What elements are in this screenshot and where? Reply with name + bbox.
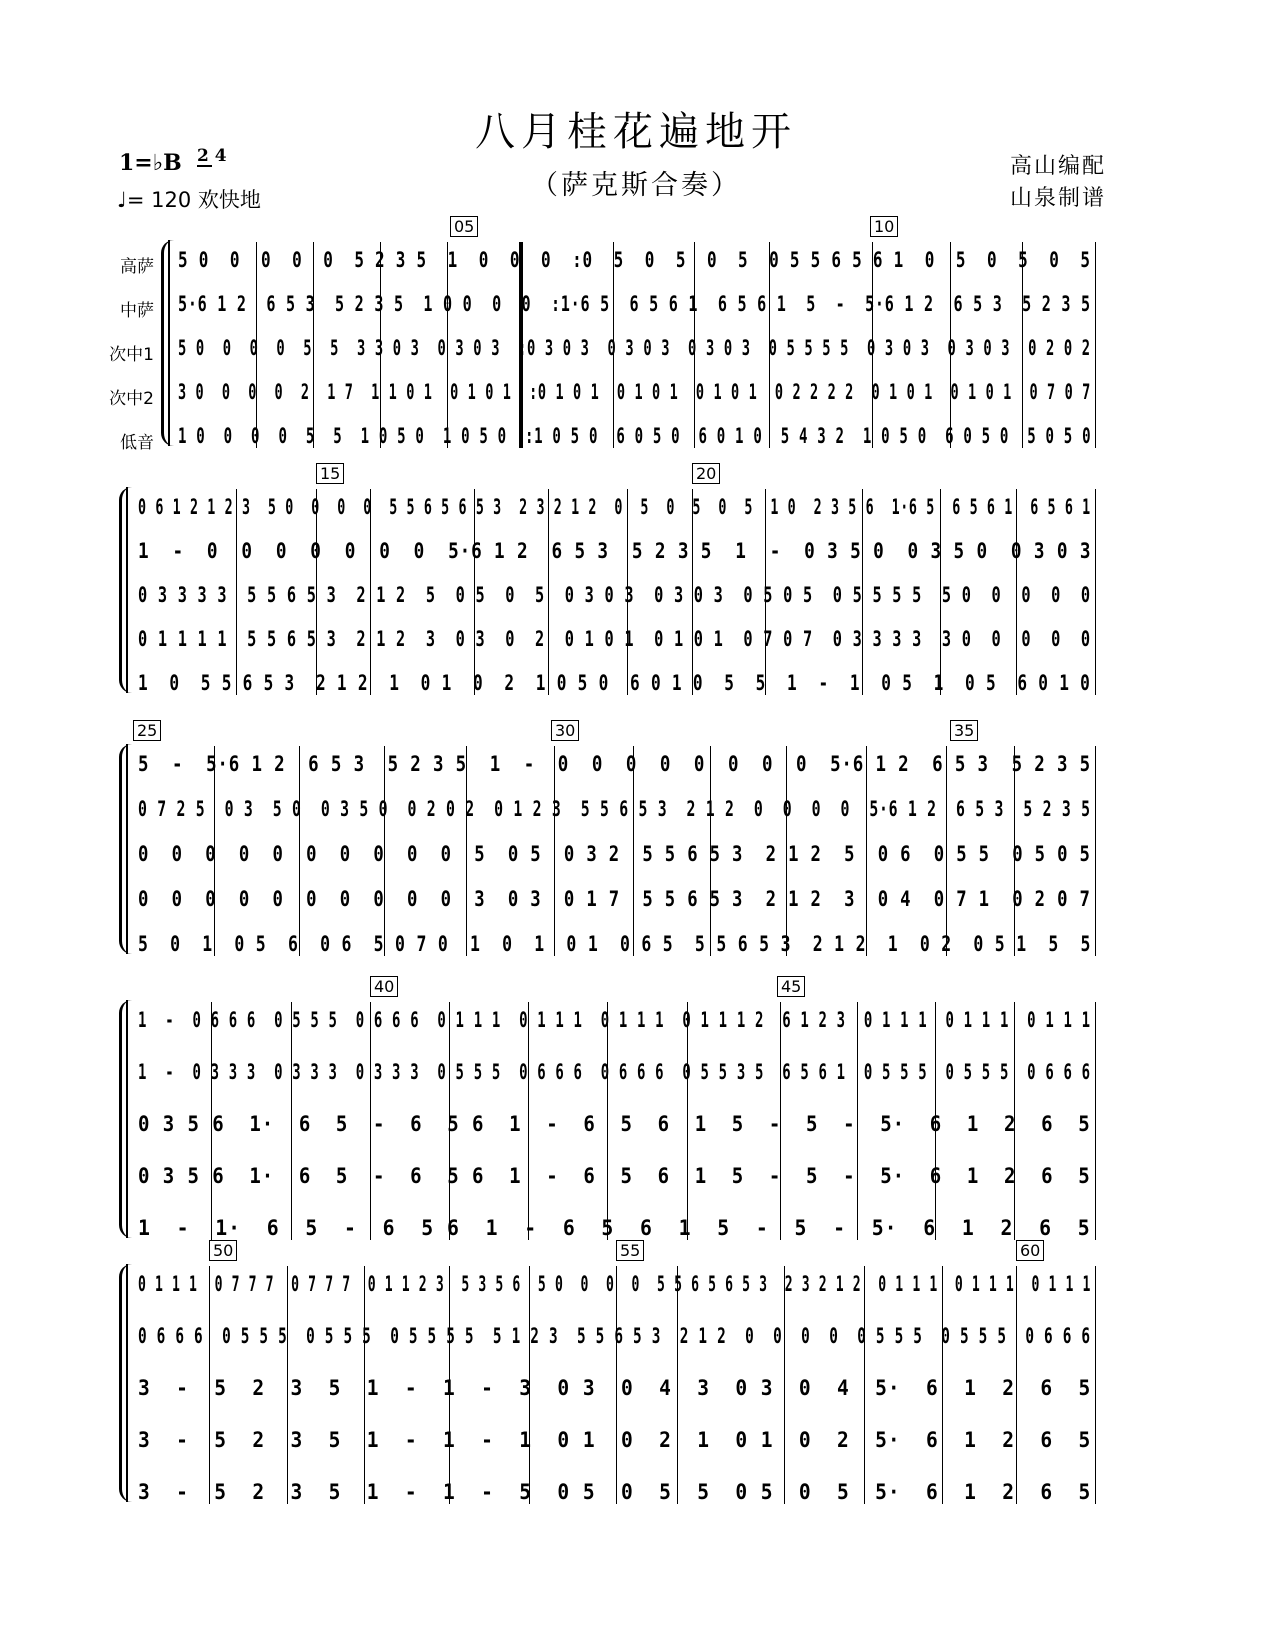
notation-row: 5 0 0 0 0 0 5 2 3 5 1 0 0 0 :0 5 0 5 0 5 0 5 5 6 5 6 1 0 5 0 5 0 5 xyxy=(178,248,1091,272)
time-denominator: 4 xyxy=(214,146,227,166)
measure-number: 35 xyxy=(950,720,978,741)
instrument-label: 高萨 xyxy=(120,257,154,277)
notation-row: 1 - 0 6 6 6 0 5 5 5 0 6 6 6 0 1 1 1 0 1 1 1 0 1 1 1 0 1 1 1 2 6 1 2 3 0 1 1 1 0 1 1 1 0 1 1 1 xyxy=(138,1008,1091,1032)
system-line xyxy=(126,1000,128,1238)
score-subtitle: （萨克斯合奏） xyxy=(531,170,741,201)
measure-number: 60 xyxy=(1016,1240,1044,1261)
notation-row: 0 3 3 3 3 5 5 6 5 3 2 1 2 5 0 5 0 5 0 3 0 3 0 3 0 3 0 5 0 5 0 5 5 5 5 5 0 0 0 0 0 xyxy=(138,583,1091,607)
instrument-label: 中萨 xyxy=(120,301,154,321)
measure-number: 50 xyxy=(209,1240,237,1261)
measure-number: 05 xyxy=(450,216,478,237)
credits xyxy=(1010,151,1106,215)
instrument-label: 次中1 xyxy=(109,345,154,365)
system-line xyxy=(126,744,128,954)
notation-row: 5 0 1 0 5 6 0 6 5 0 7 0 1 0 1 0 1 0 6 5 5 5 6 5 3 2 1 2 1 0 2 0 5 1 5 5 xyxy=(138,932,1092,956)
notation-row: 0 1 1 1 1 5 5 6 5 3 2 1 2 3 0 3 0 2 0 1 0 1 0 1 0 1 0 7 0 7 0 3 3 3 3 3 0 0 0 0 0 xyxy=(138,627,1091,651)
measure-number: 15 xyxy=(316,463,344,484)
instrument-label: 次中2 xyxy=(109,389,154,409)
measure-number: 25 xyxy=(133,720,161,741)
bar-line xyxy=(1095,746,1096,956)
score-title: 八月桂花遍地开 xyxy=(475,109,797,155)
notation-row: 1 0 0 0 0 5 5 1 0 5 0 1 0 5 0 :1 0 5 0 6 0 5 0 6 0 1 0 5 4 3 2 1 0 5 0 6 0 5 0 5 0 5 0 xyxy=(178,424,1092,448)
notation-row: 1 - 1· 6 5 - 6 5 6 1 - 6 5 6 1 5 - 5 - 5· 6 1 2 6 5 xyxy=(138,1216,1091,1240)
arranger: 高山编配 xyxy=(1010,154,1107,179)
measure-number: 55 xyxy=(616,1240,644,1261)
notation-row: 3 0 0 0 0 2 1 7 1 1 0 1 0 1 0 1 :0 1 0 1 0 1 0 1 0 1 0 1 0 2 2 2 2 0 1 0 1 0 1 0 1 0 7 0 7 xyxy=(178,380,1091,404)
notation-row: 0 3 5 6 1· 6 5 - 6 5 6 1 - 6 5 6 1 5 - 5 - 5· 6 1 2 6 5 xyxy=(138,1112,1091,1136)
notation-row: 3 - 5 2 3 5 1 - 1 - 3 0 3 0 4 3 0 3 0 4 5· 6 1 2 6 5 xyxy=(138,1376,1092,1400)
bar-line xyxy=(1095,1266,1096,1504)
bar-line xyxy=(1095,242,1096,448)
notation-row: 3 - 5 2 3 5 1 - 1 - 5 0 5 0 5 5 0 5 0 5 5· 6 1 2 6 5 xyxy=(138,1480,1092,1504)
notation-row: 1 0 5 5 6 5 3 2 1 2 1 0 1 0 2 1 0 5 0 6 0 1 0 5 5 1 - 1 0 5 1 0 5 6 0 1 0 xyxy=(138,671,1091,695)
bar-line xyxy=(1095,1002,1096,1240)
time-signature xyxy=(197,148,227,165)
measure-number: 20 xyxy=(692,463,720,484)
instrument-label: 低音 xyxy=(120,433,154,453)
notation-row: 1 - 0 3 3 3 0 3 3 3 0 3 3 3 0 5 5 5 0 6 6 6 0 6 6 6 0 5 5 3 5 6 5 6 1 0 5 5 5 0 5 5 5 0 6 6 6 xyxy=(138,1060,1091,1084)
notation-row: 0 1 1 1 0 7 7 7 0 7 7 7 0 1 1 2 3 5 3 5 6 5 0 0 0 0 5 5 6 5 6 5 3 2 3 2 1 2 0 1 1 1 0 1 1 1 0 1 1 1 xyxy=(138,1272,1092,1296)
notation-row: 5 - 5·6 1 2 6 5 3 5 2 3 5 1 - 0 0 0 0 0 0 0 0 5·6 1 2 6 5 3 5 2 3 5 xyxy=(138,752,1092,776)
notation-row: 5·6 1 2 6 5 3 5 2 3 5 1 0 0 0 0 :1·6 5 6 5 6 1 6 5 6 1 5 - 5·6 1 2 6 5 3 5 2 3 5 xyxy=(178,292,1091,316)
system-line xyxy=(126,487,128,693)
system-line xyxy=(126,1264,128,1502)
notation-row: 1 - 0 0 0 0 0 0 0 5·6 1 2 6 5 3 5 2 3 5 1 - 0 3 5 0 0 3 5 0 0 3 0 3 xyxy=(138,539,1092,563)
notation-row: 0 0 0 0 0 0 0 0 0 0 5 0 5 0 3 2 5 5 6 5 3 2 1 2 5 0 6 0 5 5 0 5 0 5 xyxy=(138,842,1091,866)
measure-number: 30 xyxy=(551,720,579,741)
key-signature: 1=♭B xyxy=(119,150,182,176)
tempo-marking: ♩= 120 欢快地 xyxy=(117,188,261,212)
measure-number: 40 xyxy=(370,976,398,997)
system-line xyxy=(168,240,170,446)
notation-row: 0 3 5 6 1· 6 5 - 6 5 6 1 - 6 5 6 1 5 - 5 - 5· 6 1 2 6 5 xyxy=(138,1164,1091,1188)
bar-line xyxy=(1095,489,1096,695)
engraver: 山泉制谱 xyxy=(1010,186,1107,211)
measure-number: 45 xyxy=(777,976,805,997)
notation-row: 5 0 0 0 0 5 5 3 3 0 3 0 3 0 3 :0 3 0 3 0 3 0 3 0 3 0 3 0 5 5 5 5 0 3 0 3 0 3 0 3 0 2 0 2 xyxy=(178,336,1091,360)
notation-row: 0 0 0 0 0 0 0 0 0 0 3 0 3 0 1 7 5 5 6 5 3 2 1 2 3 0 4 0 7 1 0 2 0 7 xyxy=(138,887,1091,911)
time-numerator: 2 xyxy=(197,146,209,166)
notation-row: 0 7 2 5 0 3 5 0 0 3 5 0 0 2 0 2 0 1 2 3 5 5 6 5 3 2 1 2 0 0 0 0 5·6 1 2 6 5 3 5 2 3 5 xyxy=(138,797,1091,821)
notation-row: 3 - 5 2 3 5 1 - 1 - 1 0 1 0 2 1 0 1 0 2 5· 6 1 2 6 5 xyxy=(138,1428,1092,1452)
notation-row: 0 6 1 2 1 2 3 5 0 0 0 0 5 5 6 5 6 5 3 2 3 2 1 2 0 5 0 5 0 5 1 0 2 3 5 6 1·6 5 6 5 6 1 6 5 6 1 xyxy=(138,495,1091,519)
measure-number: 10 xyxy=(870,216,898,237)
notation-row: 0 6 6 6 0 5 5 5 0 5 5 5 0 5 5 5 5 5 1 2 3 5 5 6 5 3 2 1 2 0 0 0 0 0 5 5 5 0 5 5 5 0 6 6 6 xyxy=(138,1324,1091,1348)
